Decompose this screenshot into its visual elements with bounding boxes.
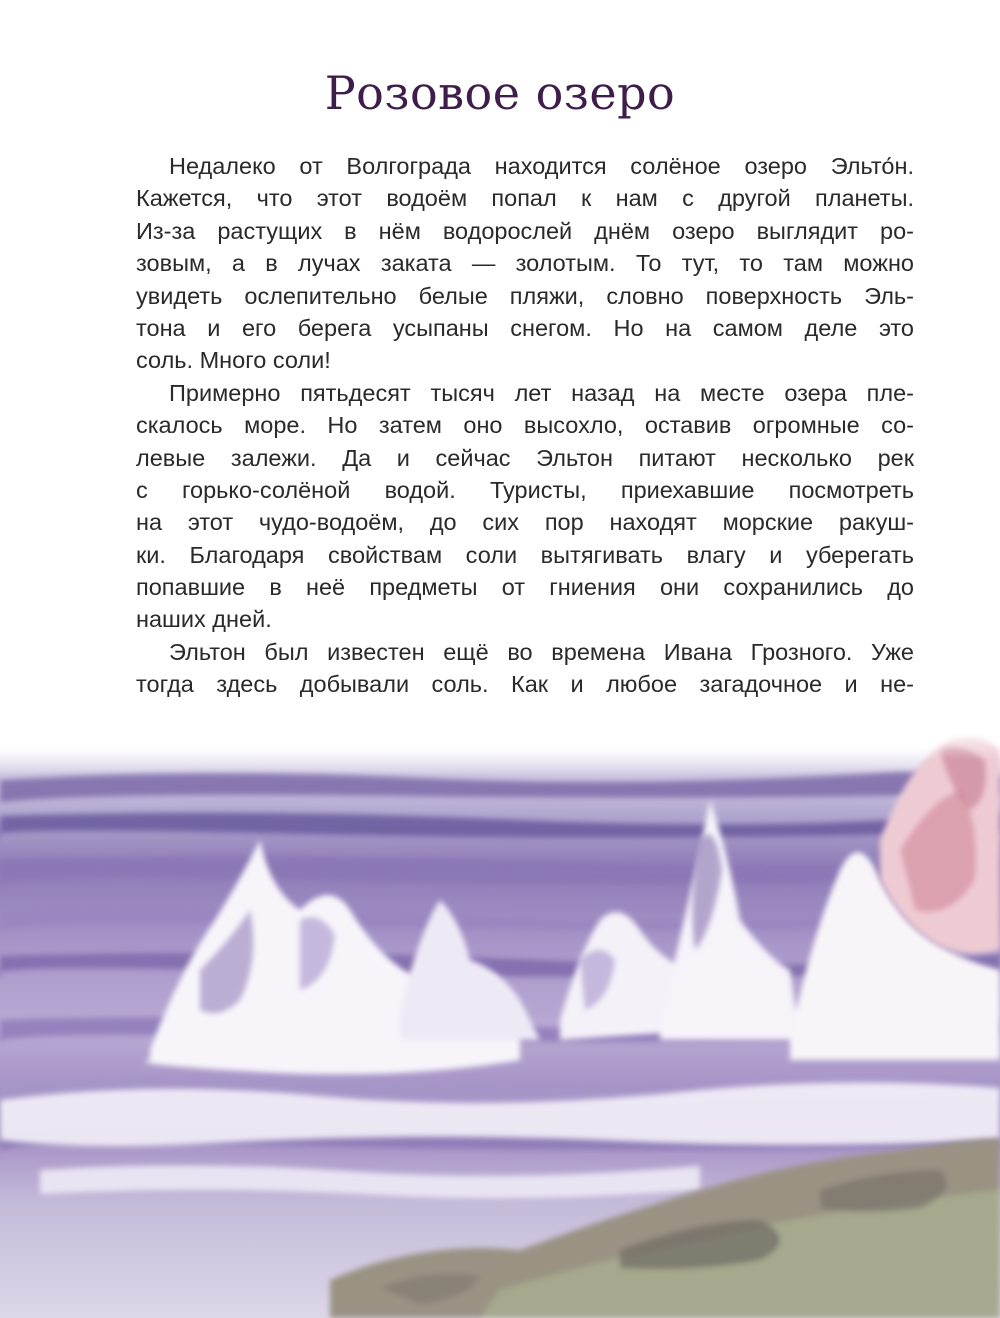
text-line: тогда здесь добывали соль. Как и любое загадочное и не- [136, 671, 914, 698]
text-line: на этот чудо-водоём, до сих пор находят морские ракуш- [136, 509, 914, 536]
text-line: скалось море. Но затем оно высохло, оставив огромные со- [136, 412, 914, 439]
paragraph-1 [136, 150, 914, 377]
text-line: ки. Благодаря свойствам соли вытягивать влагу и уберегать [136, 541, 914, 568]
paragraph-2 [136, 377, 914, 636]
text-line: Примерно пятьдесят тысяч лет назад на месте озера пле- [169, 379, 914, 406]
top-fade [0, 720, 1000, 760]
body-text [136, 150, 914, 701]
text-line: Эльтон был известен ещё во времена Ивана Грозного. Уже [169, 638, 914, 665]
text-line: Из-за растущих в нём водорослей днём озеро выглядит ро- [136, 217, 914, 244]
text-line: Недалеко от Волгограда находится солёное озеро Эльто́н. [169, 153, 914, 179]
page-title: Розовое озеро [324, 66, 676, 120]
text-line: тона и его берега усыпаны снегом. Но на самом деле это [136, 314, 914, 341]
text-line: наших дней. [136, 606, 272, 633]
text-line: зовым, а в лучах заката — золотым. То тут, то там можно [136, 250, 914, 277]
text-line: Кажется, что этот водоём попал к нам с другой планеты. [136, 185, 914, 212]
text-line: попавшие в неё предметы от гниения они сохранились до [136, 574, 914, 601]
text-line: с горько-солёной водой. Туристы, приехавшие посмотреть [136, 476, 914, 503]
text-line: увидеть ослепительно белые пляжи, словно поверхность Эль- [136, 282, 914, 309]
salt-lake-watercolor-illustration [0, 720, 1000, 1318]
paragraph-3 [136, 636, 914, 701]
text-line: соль. Много соли! [136, 347, 331, 374]
text-line: левые залежи. Да и сейчас Эльтон питают несколько рек [136, 444, 914, 471]
